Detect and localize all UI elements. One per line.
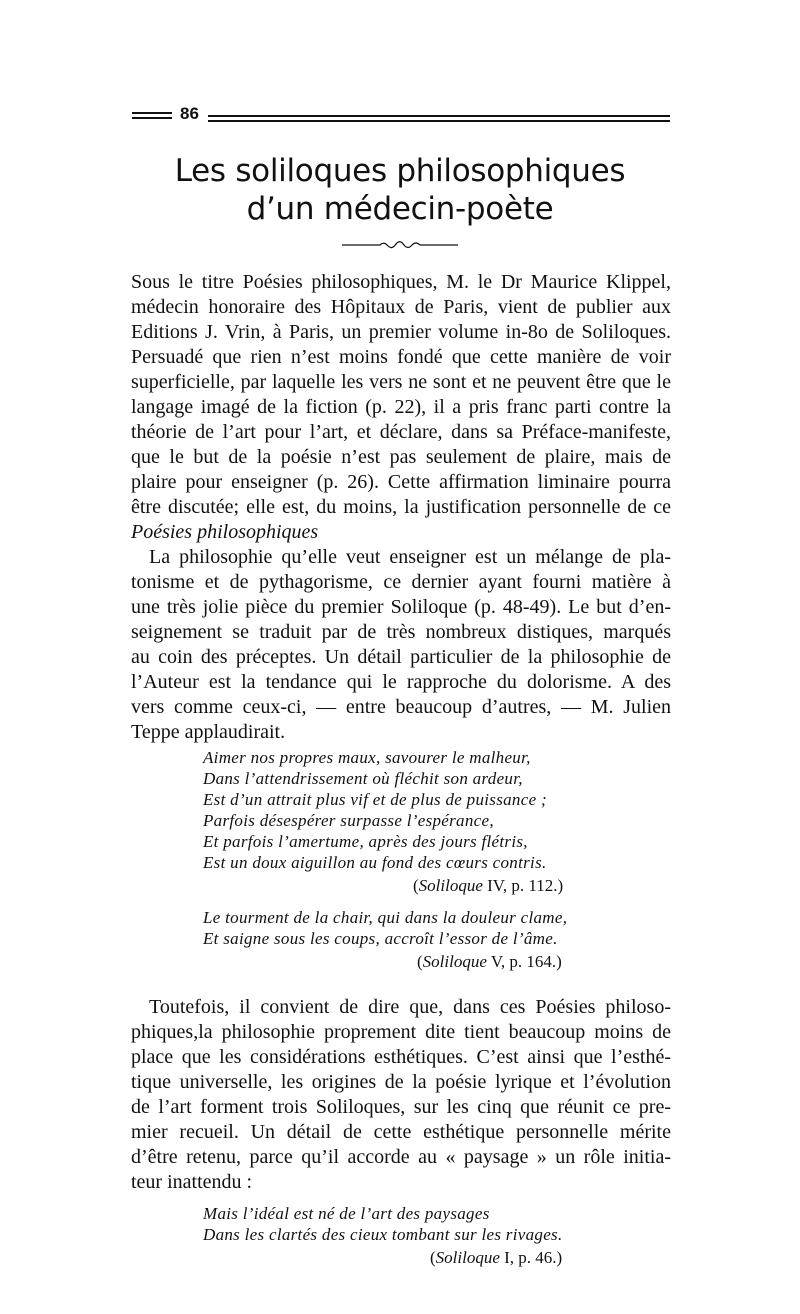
ornament-divider: [340, 239, 460, 251]
paragraph-3-line-6: mier recueil. Un détail de cette esthétique personnelle mérite: [131, 1121, 671, 1143]
paragraph-2-line-3: une très jolie pièce du premier Soliloque (p. 48-49). Le but d’en-: [131, 596, 671, 618]
paragraph-3-line-5: de l’art forment trois Soliloques, sur les cinq que réunit ce pre-: [131, 1096, 671, 1118]
paragraph-3-line-2: phiques,la philosophie proprement dite tient beaucoup moins de: [131, 1021, 671, 1043]
paragraph-1-line-6: langage imagé de la fiction (p. 22), il a pris franc parti contre la: [131, 396, 671, 418]
verse-2-line-1: Le tourment de la chair, qui dans la douleur clame,: [203, 908, 568, 927]
paragraph-3-line-4: tique universelle, les origines de la poésie lyrique et l’évolution: [131, 1071, 671, 1093]
paragraph-2-line-4: seignement se traduit par de très nombreux distiques, marqués: [131, 621, 671, 643]
paragraph-1-line-3: Editions J. Vrin, à Paris, un premier volume in-8o de Soliloques.: [131, 321, 671, 343]
verse-1-line-4: Parfois désespérer surpasse l’espérance,: [203, 811, 494, 830]
verse-1-line-6: Est un doux aiguillon au fond des cœurs contris.: [203, 853, 547, 872]
paragraph-2-line-6: l’Auteur est la tendance qui le rapproche du dolorisme. A des: [131, 671, 671, 693]
verse-3-line-1: Mais l’idéal est né de l’art des paysages: [203, 1204, 490, 1223]
running-header: [132, 104, 672, 130]
paragraph-1-line-1: Sous le titre Poésies philosophiques, M. le Dr Maurice Klippel,: [131, 271, 671, 293]
paragraph-1-line-10: être discutée; elle est, du moins, la justification personnelle de ce: [131, 496, 671, 518]
article-title: [130, 152, 670, 228]
paragraph-1-line-9: plaire pour enseigner (p. 26). Cette affirmation liminaire pourra: [131, 471, 671, 493]
verse-2-line-2: Et saigne sous les coups, accroît l’essor de l’âme.: [203, 929, 558, 948]
verse-2-citation-work: Soliloque: [422, 952, 487, 971]
paragraph-1-line-5: superficielle, par laquelle les vers ne sont et ne peuvent être que le: [131, 371, 671, 393]
paragraph-2-line-1: La philosophie qu’elle veut enseigner est un mélange de pla-: [149, 546, 671, 568]
paragraph-3-line-1: Toutefois, il convient de dire que, dans ces Poésies philoso-: [149, 996, 671, 1018]
verse-1-line-2: Dans l’attendrissement où fléchit son ardeur,: [203, 769, 523, 788]
verse-3-citation-ref: I, p. 46.): [499, 1248, 563, 1267]
paragraph-3-line-7: d’être retenu, parce qu’il accorde au « paysage » un rôle initia-: [131, 1146, 671, 1168]
paragraph-2-line-7: vers comme ceux-ci, — entre beaucoup d’autres, — M. Julien: [131, 696, 671, 718]
title-line-1: Les soliloques philosophiques: [174, 153, 626, 189]
page-number: 86: [180, 104, 199, 123]
title-line-2: d’un médecin-poète: [246, 191, 554, 227]
verse-2-citation: (Soliloque V, p. 164.): [417, 952, 562, 971]
paragraph-1-line-4: Persuadé que rien n’est moins fondé que cette manière de voir: [131, 346, 671, 368]
paragraph-3-line-8: teur inattendu :: [131, 1171, 253, 1193]
paragraph-3-line-3: place que les considérations esthétiques. C’est ainsi que l’esthé-: [131, 1046, 671, 1068]
paragraph-2-line-8: Teppe applaudirait.: [131, 721, 286, 743]
paragraph-1-line-7: théorie de l’art pour l’art, et déclare, dans sa Préface-manifeste,: [131, 421, 671, 443]
paragraph-2-line-5: au coin des préceptes. Un détail particulier de la philosophie de: [131, 646, 671, 668]
paragraph-1-line-8: que le but de la poésie n’est pas seulement de plaire, mais de: [131, 446, 671, 468]
verse-3-line-2: Dans les clartés des cieux tombant sur les rivages.: [203, 1225, 563, 1244]
paragraph-1-line-2: médecin honoraire des Hôpitaux de Paris, vient de publier aux: [131, 296, 671, 318]
verse-1-citation: (Soliloque IV, p. 112.): [413, 876, 564, 895]
verse-1-citation-work: Soliloque: [418, 876, 483, 895]
verse-1-line-5: Et parfois l’amertume, après des jours flétris,: [203, 832, 528, 851]
verse-1-line-3: Est d’un attrait plus vif et de plus de puissance ;: [203, 790, 547, 809]
paragraph-1-line-11: Poésies philosophiques: [131, 521, 319, 543]
verse-3-citation-work: Soliloque: [435, 1248, 500, 1267]
header-rule-right: [208, 115, 670, 125]
header-rule-left: [132, 112, 172, 122]
verse-1-citation-ref: IV, p. 112.): [482, 876, 564, 895]
paragraph-2-line-2: tonisme et de pythagorisme, ce dernier ayant fourni matière à: [131, 571, 671, 593]
verse-3-citation: (Soliloque I, p. 46.): [430, 1248, 563, 1267]
verse-1-line-1: Aimer nos propres maux, savourer le malheur,: [203, 748, 531, 767]
verse-2-citation-ref: V, p. 164.): [486, 952, 562, 971]
